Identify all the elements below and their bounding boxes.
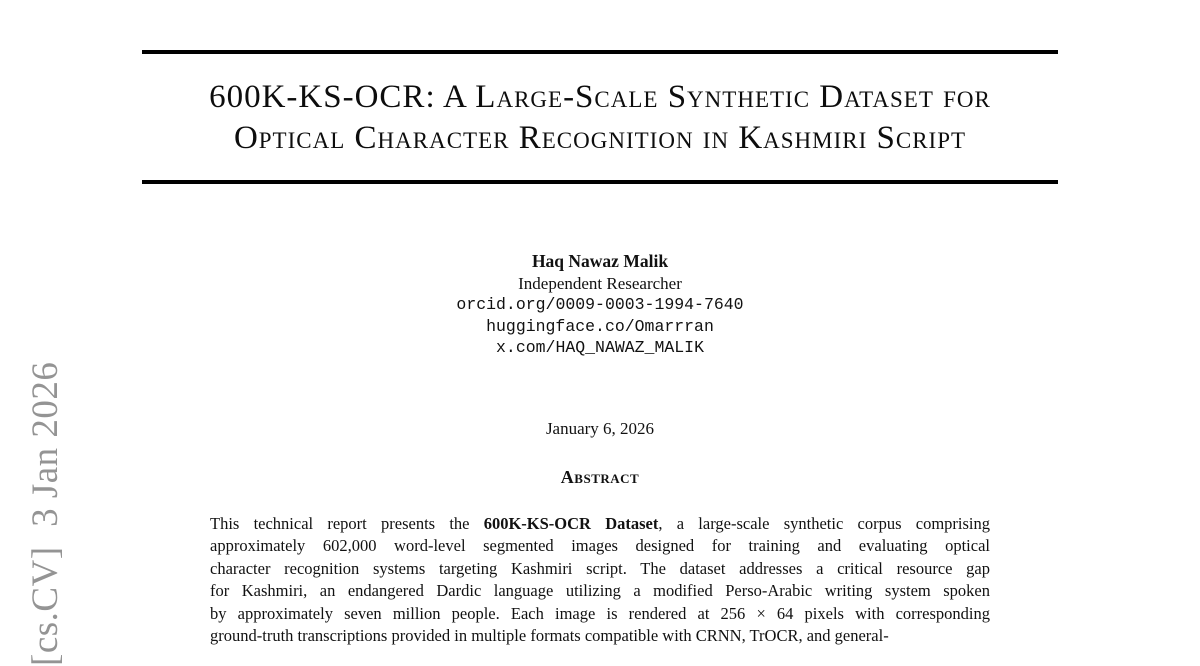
abstract-line: ground-truth transcriptions provided in multiple formats compatible with CRNN, TrOCR, and general-: [210, 626, 889, 646]
paper-title-line-2: Optical Character Recognition in Kashmiri Script: [233, 120, 967, 156]
huggingface-link[interactable]: huggingface.co/Omarrran: [486, 316, 714, 336]
paper-date: January 6, 2026: [545, 419, 655, 438]
abstract-line: by approximately seven million people. Each image is rendered at 256 × 64 pixels with corresponding: [210, 603, 990, 623]
author-affiliation: Independent Researcher: [518, 273, 682, 293]
paper-title: [100, 77, 1100, 159]
arxiv-stamp: [cs.CV] 3 Jan 2026: [25, 361, 66, 666]
abstract-line: for Kashmiri, an endangered Dardic language utilizing a modified Perso-Arabic writing system spoken: [210, 581, 990, 601]
abstract-line: approximately 602,000 word-level segmented images designed for training and evaluating optical: [210, 536, 990, 556]
abstract-line: This technical report presents the 600K-KS-OCR Dataset, a large-scale synthetic corpus comprising: [210, 514, 990, 533]
paper-title-line-1: 600K-KS-OCR: A Large-Scale Synthetic Dataset for: [209, 79, 991, 115]
author-name: Haq Nawaz Malik: [531, 251, 669, 271]
x-profile-link[interactable]: x.com/HAQ_NAWAZ_MALIK: [496, 338, 704, 357]
title-rule-bottom: [142, 180, 1058, 184]
abstract-line: character recognition systems targeting Kashmiri script. The dataset addresses a critical resource gap: [210, 558, 990, 578]
abstract-text: [210, 513, 990, 647]
abstract-heading: Abstract: [560, 467, 640, 487]
title-rule-top: [142, 50, 1058, 54]
orcid-link[interactable]: orcid.org/0009-0003-1994-7640: [456, 295, 744, 314]
author-block: [0, 251, 1200, 359]
